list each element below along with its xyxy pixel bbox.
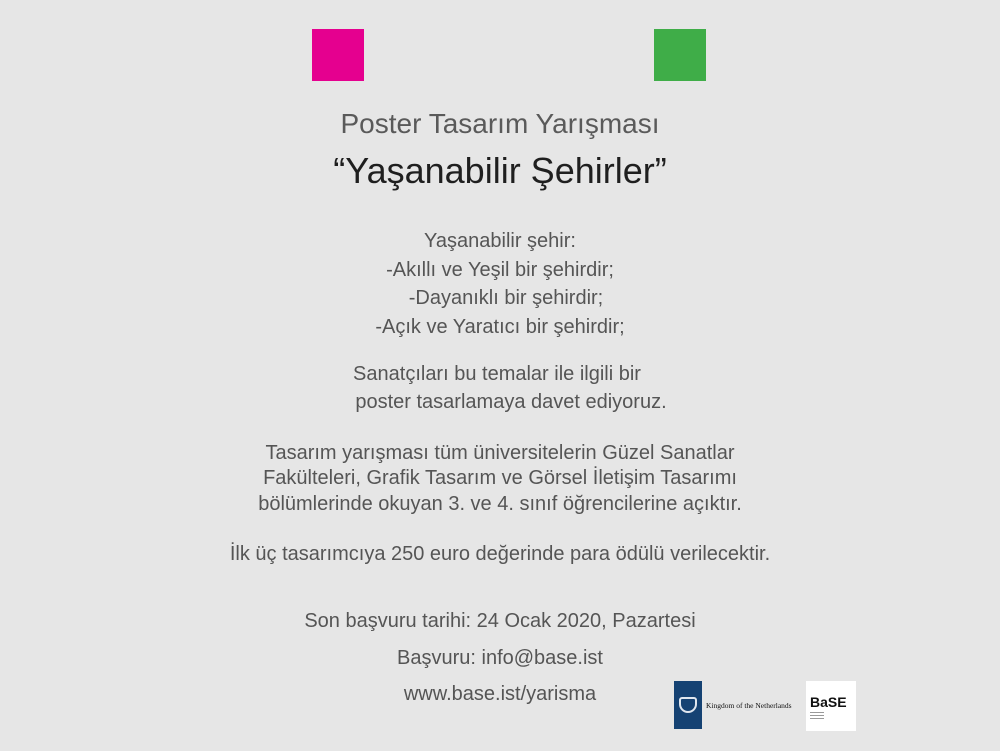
green-square <box>654 29 706 81</box>
website-link[interactable]: www.base.ist/yarisma <box>403 683 597 705</box>
definition-item: -Akıllı ve Yeşil bir şehirdir; <box>386 259 614 281</box>
poster-subtitle: Poster Tasarım Yarışması <box>340 108 660 139</box>
eligibility-line: Fakülteleri, Grafik Tasarım ve Görsel İletişim Tasarımı <box>263 467 737 489</box>
poster-title: “Yaşanabilir Şehirler” <box>333 150 667 191</box>
invitation-line: Sanatçıları bu temalar ile ilgili bir <box>353 363 641 385</box>
eligibility-line: Tasarım yarışması tüm üniversitelerin Güzel Sanatlar <box>265 442 735 464</box>
application-email[interactable]: Başvuru: info@base.ist <box>397 647 603 669</box>
netherlands-logo-text: Kingdom of the Netherlands <box>706 700 792 710</box>
magenta-square <box>312 29 364 81</box>
base-logo <box>806 681 856 731</box>
base-logo-text: BaSE <box>810 694 847 710</box>
prize-text: İlk üç tasarımcıya 250 euro değerinde para ödülü verilecektir. <box>229 543 771 565</box>
definition-item: -Açık ve Yaratıcı bir şehirdir; <box>375 316 625 338</box>
invitation-line: poster tasarlamaya davet ediyoruz. <box>355 391 667 413</box>
base-logo-lines <box>810 712 824 719</box>
royal-coat-of-arms-icon <box>674 681 702 729</box>
definition-item: -Dayanıklı bir şehirdir; <box>408 287 604 309</box>
definition-heading: Yaşanabilir şehir: <box>424 230 576 252</box>
deadline-text: Son başvuru tarihi: 24 Ocak 2020, Pazartesi <box>304 610 696 632</box>
eligibility-line: bölümlerinde okuyan 3. ve 4. sınıf öğrencilerine açıktır. <box>258 493 742 515</box>
netherlands-logo <box>674 681 792 729</box>
